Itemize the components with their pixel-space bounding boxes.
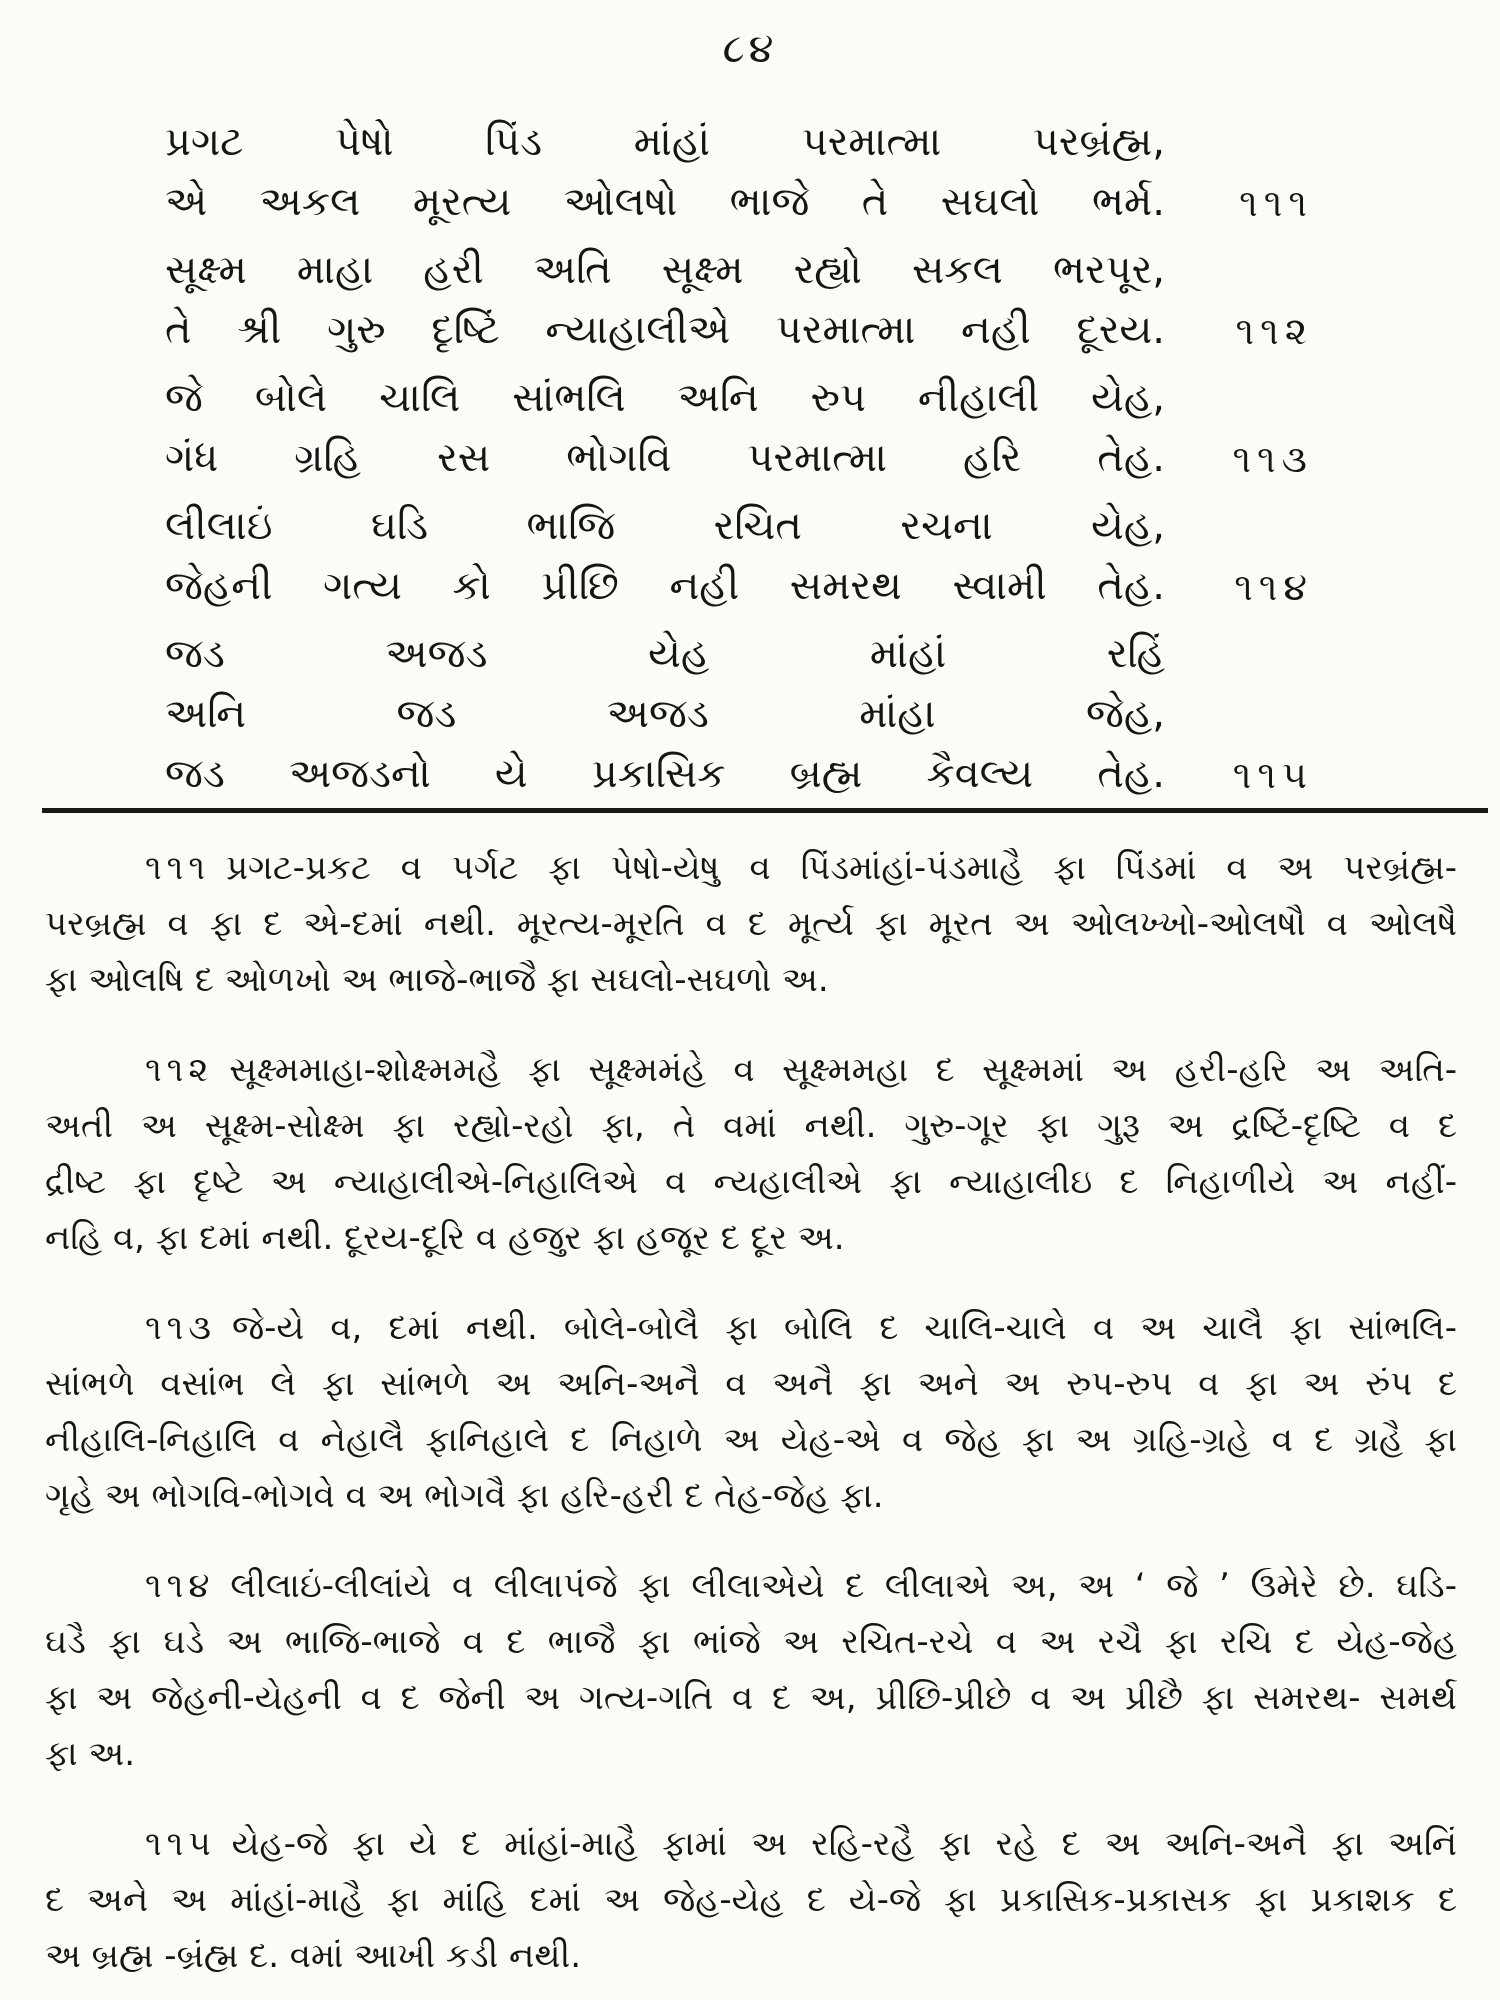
footnote-line [45,840,1457,896]
verse-line: જડ અજડ યેહ માંહાં રહિં [165,631,1165,677]
verse-115 [165,624,1313,804]
verse-line: ગંધ ગ્રહિ રસ ભોગવિ પરમાત્મા હરિ તેહ. [165,435,1165,481]
verse-line: તે શ્રી ગુરુ દૃષ્ટિં ન્યાહાલીએ પરમાત્મા નહી દૂરય. [165,307,1165,353]
verse-block [165,112,1313,812]
footnote-line: ફા અ જેહની-યેહની વ દ જેની અ ગત્ય-ગતિ વ દ અ, પ્રીછિ-પ્રીછે વ અ પ્રીછૈ ફા સમરથ- સમર્થ [45,1678,1457,1718]
footnote-line: પરબ્રહ્મ વ ફા દ એ-દમાં નથી. મૂરત્ય-મૂરતિ વ દ મૂર્ત્ય ફા મૂરત અ ઓલખ્ખો-ઓલષૌ વ ઓલષૈ [45,904,1457,944]
footnote-114 [45,1558,1457,1782]
footnotes-block [45,840,1457,2000]
footnote-number: ૧૧૧ [145,848,210,888]
verse-line: એ અકલ મૂરત્ય ઓલષો ભાજે તે સઘલો ભર્મ. [165,179,1165,225]
footnote-number: ૧૧૨ [145,1050,214,1090]
footnote-line: દ્રીષ્ટ ફા દૃષ્ટે અ ન્યાહાલીએ-નિહાલિએ વ ન્યહાલીએ ફા ન્યાહાલીઇ દ નિહાળીયે અ નહીં- [45,1162,1457,1202]
verse-line: સૂક્ષ્મ માહા હરી અતિ સૂક્ષ્મ રહ્યો સકલ ભરપૂર, [165,247,1165,293]
verse-line: પ્રગટ પેષો પિંડ માંહાં પરમાત્મા પરબ્રંહ્મ, [165,119,1165,165]
footnote-115 [45,1816,1457,1984]
footnote-line [45,1558,1457,1614]
footnote-number: ૧૧૩ [145,1308,216,1348]
footnote-line: નીહાલિ-નિહાલિ વ નેહાલૈ ફાનિહાલે દ નિહાળે અ યેહ-એ વ જેહ ફા અ ગ્રહિ-ગ્રહે વ દ ગ્રહૈ ફા [45,1420,1457,1460]
verse-number: ૧૧૪ [1234,565,1313,609]
footnote-line [45,1300,1457,1356]
verse-number: ૧૧૧ [1239,181,1313,225]
footnote-text: યેહ-જે ફા યે દ માંહાં-માહૈ ફામાં અ રહિ-રહૈ ફા રહે દ અ અનિ-અનૈ ફા અનિં [231,1824,1457,1864]
footnote-line: અતી અ સૂક્ષ્મ-સોક્ષ્મ ફા રહ્યો-રહો ફા, તે વમાં નથી. ગુરુ-ગૂર ફા ગુરૂ અ દ્રષ્ટિં-દૃષ્ટિ વ દ [45,1106,1457,1146]
verse-113 [165,368,1313,488]
verse-line: જડ અજડનો યે પ્રકાસિક બ્રહ્મ કૈવલ્ય તેહ. [165,751,1165,797]
footnote-text: સૂક્ષ્મમાહા-શોક્ષ્મમહૈ ફા સૂક્ષ્મમંહે વ સૂક્ષ્મમહા દ સૂક્ષ્મમાં અ હરી-હરિ અ અતિ- [229,1050,1457,1090]
footnote-text: લીલાઇં-લીલાંયે વ લીલાપંજે ફા લીલાએયે દ લીલાએ અ, અ ‘ જે ’ ઉમેરે છે. ઘડિ- [230,1566,1457,1606]
footnote-line: ગૃહે અ ભોગવિ-ભોગવે વ અ ભોગવૈ ફા હરિ-હરી દ તેહ-જેહ ફા. [45,1476,884,1516]
footnote-line: સાંભળે વસાંભ લે ફા સાંભળે અ અનિ-અનૈ વ અનૈ ફા અને અ રુપ-રુપ વ ફા અ રુંપ દ [45,1364,1457,1404]
footnote-113 [45,1300,1457,1524]
footnote-line: ફા ઓલષિ દ ઓળખો અ ભાજે-ભાજૈ ફા સઘલો-સઘળો અ. [45,960,829,1000]
footnote-divider [42,808,1488,813]
footnote-line: ઘડૈ ફા ઘડે અ ભાજિ-ભાજે વ દ ભાજૈ ફા ભાંજે અ રચિત-રચે વ અ રચૈ ફા રચિ દ યેહ-જેહ [45,1622,1457,1662]
verse-line: લીલાઇં ઘડિ ભાજિ રચિત રચના યેહ, [165,503,1165,549]
footnote-line: નહિ વ, ફા દમાં નથી. દૂરય-દૂરિ વ હજુર ફા હજૂર દ દૂર અ. [45,1218,845,1258]
page-number: ૮૪ [722,26,778,72]
footnote-line: દ અને અ માંહાં-માહૈ ફા માંહિ દમાં અ જેહ-યેહ દ યે-જે ફા પ્રકાસિક-પ્રકાસક ફા પ્રકાશક દ [45,1880,1457,1920]
verse-number: ૧૧૨ [1235,309,1313,353]
footnote-line [45,1816,1457,1872]
verse-111 [165,112,1313,232]
footnote-111 [45,840,1457,1008]
verse-line: જે બોલે ચાલિ સાંભલિ અનિ રુપ નીહાલી યેહ, [165,375,1165,421]
footnote-number: ૧૧૫ [145,1824,216,1864]
verse-number: ૧૧૩ [1232,437,1313,481]
footnote-text: પ્રગટ-પ્રકટ વ પર્ગટ ફા પેષો-યેષુ વ પિંડમાંહાં-પંડમાહૈ ફા પિંડમાં વ અ પરબ્રંહ્મ- [225,848,1457,888]
footnote-text: જે-યે વ, દમાં નથી. બોલે-બોલૈ ફા બોલિ દ ચાલિ-ચાલે વ અ ચાલૈ ફા સાંભલિ- [231,1308,1457,1348]
footnote-number: ૧૧૪ [145,1566,215,1606]
verse-112 [165,240,1313,360]
verse-number: ૧૧૫ [1232,753,1313,797]
verse-114 [165,496,1313,616]
verse-line: અનિ જડ અજડ માંહા જેહ, [165,691,1165,737]
footnote-line: ફા અ. [45,1734,136,1774]
footnote-line: અ બ્રહ્મ -બ્રંહ્મ દ. વમાં આખી કડી નથી. [45,1936,581,1976]
footnote-112 [45,1042,1457,1266]
verse-line: જેહની ગત્ય કો પ્રીછિ નહી સમરથ સ્વામી તેહ. [165,563,1165,609]
footnote-line [45,1042,1457,1098]
